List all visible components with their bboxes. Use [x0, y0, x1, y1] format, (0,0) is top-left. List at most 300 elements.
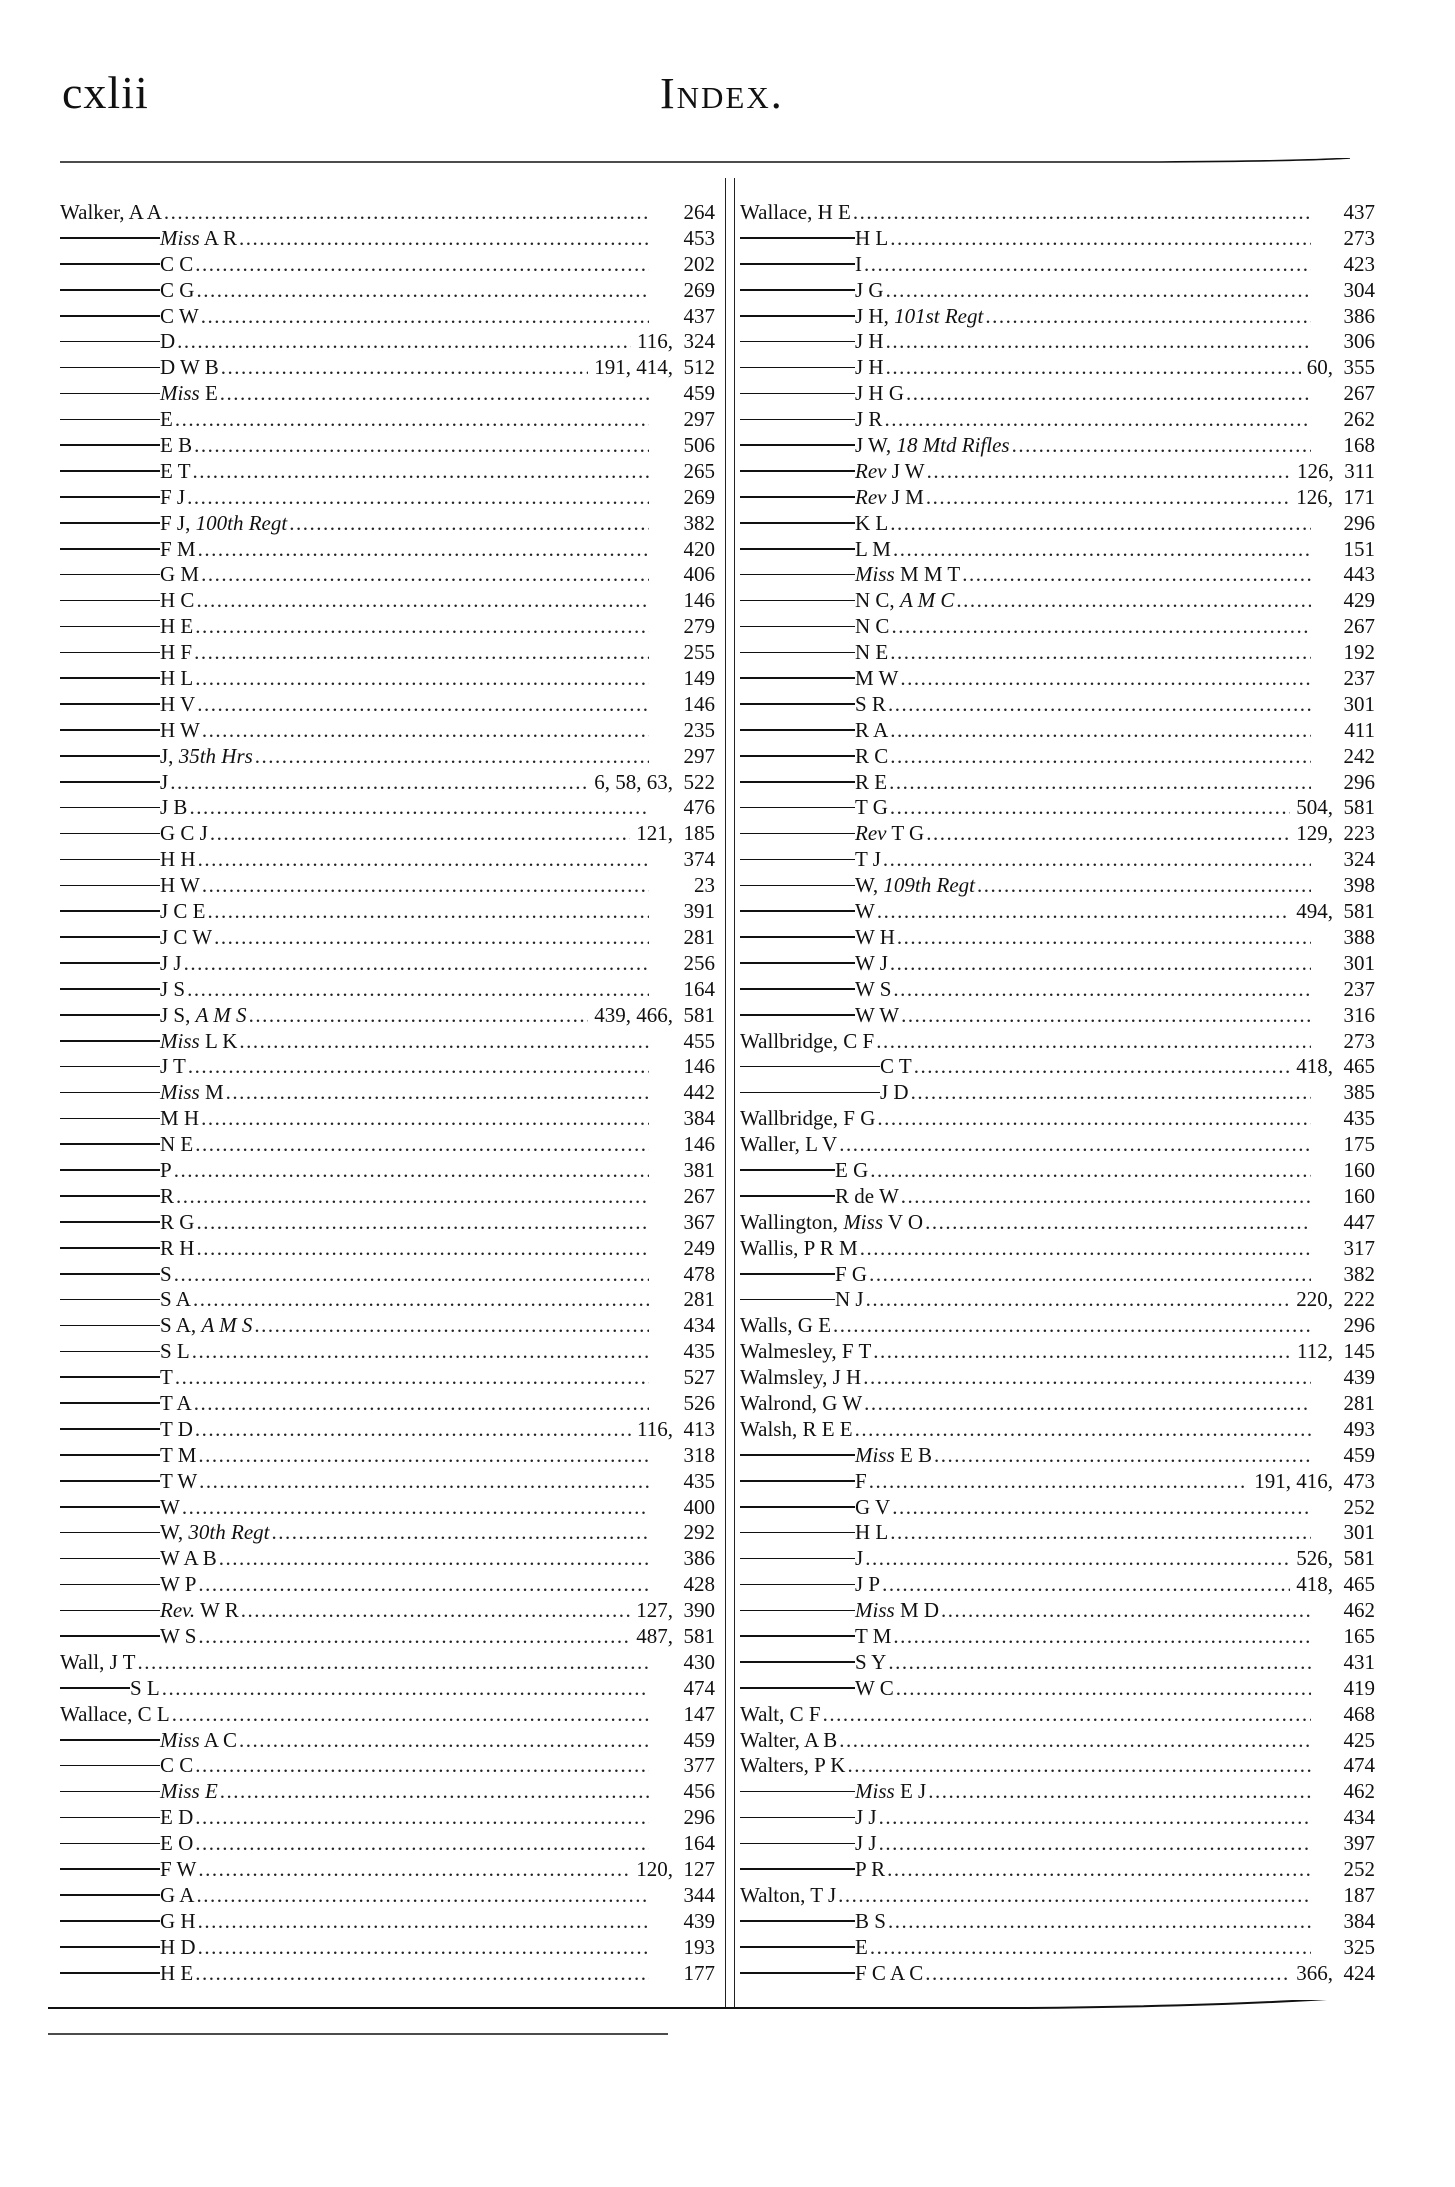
entry-name [160, 744, 253, 770]
entry-name [160, 1469, 197, 1495]
leader-dots [193, 614, 649, 640]
index-entry [60, 1650, 715, 1676]
leader-dots [174, 1184, 649, 1210]
page-references: 116, 324 [637, 329, 715, 354]
entry-name [160, 537, 196, 563]
index-entry [60, 1546, 715, 1572]
entry-text: F G [835, 1261, 868, 1286]
page-references: 429 [1343, 588, 1375, 613]
entry-title-prefix: Miss [160, 225, 200, 250]
continuation-dash [60, 755, 160, 757]
page-references: 120, 127 [636, 1857, 715, 1881]
entry-text: Walters, P K [740, 1753, 846, 1778]
entry-text: Walmsley, J H [740, 1365, 862, 1390]
entry-text: L M [855, 536, 891, 561]
index-entry [60, 847, 715, 873]
page-references: 297 [683, 743, 715, 768]
entry-name [835, 1184, 899, 1210]
entry-text: H H [160, 847, 196, 872]
index-entry [740, 1753, 1375, 1779]
leader-dots [193, 1417, 631, 1443]
leader-dots [224, 1080, 649, 1106]
leader-dots [200, 873, 649, 899]
leader-dots [894, 1676, 1311, 1702]
page-references: 428 [683, 1572, 715, 1597]
index-entry [740, 1287, 1375, 1313]
leader-dots [193, 252, 649, 278]
entry-text: W S [855, 976, 892, 1001]
top-rule [60, 158, 1350, 164]
entry-text: G C J [160, 821, 208, 846]
leader-dots [218, 381, 649, 407]
page-references: 269 [683, 277, 715, 302]
index-entry [740, 1831, 1375, 1857]
page-references: 425 [1343, 1727, 1375, 1752]
leader-dots [845, 1753, 1311, 1779]
leader-dots [983, 304, 1311, 330]
entry-name [160, 1262, 172, 1288]
page-references: 453 [683, 225, 715, 250]
page-references: 306 [1343, 329, 1375, 354]
entry-text: E [204, 1779, 218, 1804]
continuation-dash [740, 833, 855, 835]
entry-name [740, 1132, 837, 1158]
index-entry [60, 381, 715, 407]
index-entry [60, 304, 715, 330]
entry-text: R [160, 1183, 175, 1208]
index-entry [740, 511, 1375, 537]
entry-text: N C, [855, 588, 895, 613]
index-entry [740, 537, 1375, 563]
index-entry [60, 666, 715, 692]
entry-name [160, 1831, 193, 1857]
entry-text: N J [835, 1287, 864, 1312]
leader-dots [885, 1857, 1311, 1883]
page-references: 160 [1343, 1183, 1375, 1208]
entry-name [160, 821, 208, 847]
leader-dots [193, 666, 649, 692]
leader-dots [912, 1054, 1291, 1080]
page-references: 435 [683, 1468, 715, 1493]
page-references: 126, 311 [1297, 458, 1375, 483]
leader-dots [219, 355, 589, 381]
page-references: 434 [1343, 1805, 1375, 1830]
index-entry [60, 1391, 715, 1417]
entry-text: E [160, 407, 173, 432]
entry-text: J [160, 769, 169, 794]
leader-dots [895, 925, 1311, 951]
entry-text: Walmesley, F T [740, 1339, 872, 1364]
entry-name [160, 692, 195, 718]
leader-dots [237, 1029, 649, 1055]
page-references: 423 [1343, 251, 1375, 276]
entry-name [740, 1365, 861, 1391]
leader-dots [190, 1339, 649, 1365]
continuation-dash [60, 315, 160, 317]
continuation-dash [740, 910, 855, 912]
continuation-dash [740, 522, 855, 524]
page-references: 456 [683, 1779, 715, 1804]
leader-dots [831, 1313, 1311, 1339]
entry-name [160, 1339, 190, 1365]
entry-text: B S [855, 1908, 886, 1933]
entry-name [160, 407, 173, 433]
leader-dots [923, 1961, 1290, 1987]
index-entry [60, 1287, 715, 1313]
page-references: 439 [1343, 1365, 1375, 1390]
leader-dots [886, 1650, 1311, 1676]
leader-dots [196, 1624, 630, 1650]
index-entry [60, 1469, 715, 1495]
leader-dots [247, 1003, 589, 1029]
leader-dots [888, 795, 1290, 821]
continuation-dash [60, 1584, 160, 1586]
index-entry [740, 1883, 1375, 1909]
continuation-dash [740, 341, 855, 343]
page-references: 459 [1343, 1442, 1375, 1467]
page-references: 462 [1343, 1598, 1375, 1623]
continuation-dash [740, 988, 855, 990]
entry-name [855, 1779, 926, 1805]
page-references: 262 [1343, 407, 1375, 432]
entry-text: H E [160, 1960, 194, 1985]
continuation-dash [740, 1014, 855, 1016]
continuation-dash [60, 703, 160, 705]
entry-title-prefix: Miss [855, 1442, 895, 1467]
page-references: 237 [1343, 666, 1375, 691]
page-references: 382 [683, 510, 715, 535]
index-entry [60, 1935, 715, 1961]
entry-name [160, 718, 200, 744]
entry-text: J S, [160, 1002, 191, 1027]
entry-name [740, 1106, 875, 1132]
entry-unit: A M S [201, 1313, 253, 1338]
entry-text: C W [160, 303, 199, 328]
index-entry [740, 1003, 1375, 1029]
page-references: 366, 424 [1296, 1960, 1375, 1985]
entry-text: R C [855, 743, 889, 768]
leader-dots [886, 692, 1311, 718]
continuation-dash [60, 936, 160, 938]
leader-dots [192, 1391, 649, 1417]
leader-dots [162, 200, 649, 226]
continuation-dash [60, 807, 160, 809]
entry-text: E D [160, 1805, 194, 1830]
entry-text: W J [855, 950, 888, 975]
continuation-dash [60, 1273, 160, 1275]
entry-text: E [855, 1934, 868, 1959]
entry-text: J [855, 1546, 864, 1571]
page-references: 242 [1343, 743, 1375, 768]
continuation-dash [60, 1092, 160, 1094]
index-entry [740, 1857, 1375, 1883]
leader-dots [926, 1779, 1311, 1805]
index-entry [740, 1546, 1375, 1572]
leader-dots [192, 640, 649, 666]
page-references: 252 [1343, 1857, 1375, 1881]
entry-name [160, 1805, 193, 1831]
entry-name [855, 459, 925, 485]
leader-dots [891, 1624, 1311, 1650]
entry-name [160, 1210, 194, 1236]
entry-title-prefix: Miss [843, 1209, 883, 1234]
continuation-dash [60, 910, 160, 912]
index-entry [60, 588, 715, 614]
leader-dots [932, 1443, 1311, 1469]
leader-dots [180, 1495, 649, 1521]
index-entry [60, 1106, 715, 1132]
entry-name [160, 1624, 196, 1650]
entry-name [855, 1805, 877, 1831]
page-references: 435 [683, 1339, 715, 1364]
entry-name [835, 1262, 867, 1288]
entry-text: J D [880, 1080, 909, 1105]
entry-name [855, 718, 888, 744]
entry-text: J J [855, 1831, 877, 1856]
entry-text: H W [160, 717, 200, 742]
page-references: 165 [1343, 1623, 1375, 1648]
entry-text: Walls, G E [740, 1313, 832, 1338]
entry-name [160, 640, 192, 666]
continuation-dash [60, 781, 160, 783]
page-references: 462 [1343, 1779, 1375, 1804]
leader-dots [875, 1106, 1311, 1132]
entry-text: P R [855, 1857, 886, 1881]
continuation-dash [740, 1195, 835, 1197]
index-entry [60, 1753, 715, 1779]
page-references: 434 [683, 1313, 715, 1338]
page-references: 129, 223 [1296, 821, 1375, 846]
entry-name [855, 1572, 880, 1598]
entry-name [160, 1546, 217, 1572]
leader-dots [888, 511, 1311, 537]
page-references: 301 [1343, 1520, 1375, 1545]
leader-dots [199, 1106, 649, 1132]
entry-text: T G [891, 821, 925, 846]
entry-text: Wall, J T [60, 1649, 136, 1674]
index-column-right [740, 200, 1375, 1986]
entry-name [160, 329, 175, 355]
index-entry [740, 1728, 1375, 1754]
entry-name [160, 1728, 237, 1754]
entry-name [855, 1676, 894, 1702]
index-entry [740, 1935, 1375, 1961]
entry-name [855, 925, 895, 951]
index-entry [60, 1417, 715, 1443]
leader-dots [193, 1831, 649, 1857]
index-entry [740, 1495, 1375, 1521]
continuation-dash [740, 263, 855, 265]
continuation-dash [60, 367, 160, 369]
index-entry [60, 640, 715, 666]
continuation-dash [60, 289, 160, 291]
page-references: 420 [683, 536, 715, 561]
page-references: 439, 466, 581 [594, 1002, 715, 1027]
continuation-dash [60, 574, 160, 576]
index-entry [60, 1857, 715, 1883]
index-entry [60, 1572, 715, 1598]
continuation-dash [740, 574, 855, 576]
entry-title-prefix: Miss [160, 1028, 200, 1053]
entry-name [740, 1236, 858, 1262]
leader-dots [168, 770, 588, 796]
entry-name [835, 1158, 868, 1184]
index-entry [740, 304, 1375, 330]
entry-name [855, 795, 888, 821]
page-references: 187 [1343, 1882, 1375, 1907]
leader-dots [888, 744, 1311, 770]
page-references: 447 [1343, 1209, 1375, 1234]
entry-title-prefix: Miss [855, 562, 895, 587]
continuation-dash [60, 419, 160, 421]
leader-dots [194, 1236, 649, 1262]
entry-name [160, 847, 196, 873]
continuation-dash [60, 237, 160, 239]
entry-name [160, 1080, 224, 1106]
index-entry [740, 847, 1375, 873]
leader-dots [898, 666, 1311, 692]
leader-dots [863, 1546, 1290, 1572]
leader-dots [888, 951, 1311, 977]
continuation-dash [740, 1169, 835, 1171]
entry-text: S L [130, 1675, 160, 1700]
entry-name [855, 1495, 890, 1521]
index-entry [60, 1443, 715, 1469]
entry-name [740, 1391, 862, 1417]
index-entry [740, 692, 1375, 718]
entry-unit: 18 Mtd Rifles [896, 433, 1010, 458]
leader-dots [891, 977, 1311, 1003]
page-references: 316 [1343, 1002, 1375, 1027]
entry-unit: A M C [899, 588, 955, 613]
leader-dots [836, 1883, 1311, 1909]
page-references: 146 [683, 1054, 715, 1079]
continuation-dash [740, 936, 855, 938]
page-references: 431 [1343, 1649, 1375, 1674]
index-entry [60, 744, 715, 770]
page-references: 121, 185 [636, 821, 715, 846]
continuation-dash [60, 626, 160, 628]
entry-name [160, 252, 193, 278]
leader-dots [172, 1158, 649, 1184]
page-number: cxlii [62, 67, 149, 118]
entry-text: T G [855, 795, 888, 820]
index-column-left [60, 200, 715, 1986]
continuation-dash [60, 677, 160, 679]
entry-text: T D [160, 1416, 193, 1441]
continuation-dash [60, 522, 160, 524]
entry-unit: 30th Regt [188, 1520, 270, 1545]
entry-name [160, 1365, 173, 1391]
entry-text: W P [160, 1572, 197, 1597]
entry-title-prefix: Rev [855, 458, 887, 483]
index-entry [740, 614, 1375, 640]
continuation-dash [740, 626, 855, 628]
entry-title-prefix: Miss [160, 1779, 200, 1804]
entry-text: C C [160, 1753, 194, 1778]
leader-dots [890, 1495, 1311, 1521]
page-references: 304 [1343, 277, 1375, 302]
entry-name [160, 1313, 252, 1339]
page-references: 435 [1343, 1106, 1375, 1131]
entry-name [740, 200, 851, 226]
continuation-dash [60, 600, 160, 602]
entry-text: P [160, 1157, 172, 1182]
continuation-dash [60, 652, 160, 654]
continuation-dash [60, 496, 160, 498]
continuation-dash [60, 1014, 160, 1016]
entry-text: R G [160, 1209, 195, 1234]
index-entry [60, 1831, 715, 1857]
entry-name [880, 1054, 912, 1080]
entry-name [855, 433, 1010, 459]
index-entry [60, 1003, 715, 1029]
entry-text: H D [160, 1934, 196, 1959]
page-references: 478 [683, 1261, 715, 1286]
page-references: 468 [1343, 1701, 1375, 1726]
page-references: 126, 171 [1296, 484, 1375, 509]
continuation-dash [740, 652, 855, 654]
index-entry [60, 1313, 715, 1339]
continuation-dash [60, 1817, 160, 1819]
page-references: 267 [1343, 614, 1375, 639]
leader-dots [195, 692, 649, 718]
entry-text: H F [160, 640, 193, 665]
page-references: 526 [683, 1390, 715, 1415]
entry-title-prefix: Miss [855, 1598, 895, 1623]
leader-dots [185, 977, 649, 1003]
entry-text: W R [200, 1598, 239, 1623]
index-entry [60, 1495, 715, 1521]
page-references: 474 [1343, 1753, 1375, 1778]
continuation-dash [740, 1480, 855, 1482]
entry-title-prefix: Miss [160, 1727, 200, 1752]
index-entry [60, 1236, 715, 1262]
index-entry [60, 485, 715, 511]
entry-name [160, 666, 193, 692]
page-references: 273 [1343, 225, 1375, 250]
entry-text: N C [855, 614, 890, 639]
entry-text: F W [160, 1857, 197, 1881]
entry-text: Walrond, G W [740, 1390, 863, 1415]
page-references: 476 [683, 795, 715, 820]
index-entry [60, 200, 715, 226]
entry-text: J H [855, 355, 884, 380]
entry-name [60, 1650, 136, 1676]
leader-dots [888, 226, 1311, 252]
page-references: 191, 416, 473 [1254, 1468, 1375, 1493]
leader-dots [886, 1909, 1311, 1935]
continuation-dash [740, 1920, 855, 1922]
page-references: 202 [683, 251, 715, 276]
leader-dots [197, 1469, 649, 1495]
index-entry [740, 407, 1375, 433]
page-references: 116, 413 [637, 1416, 715, 1441]
index-entry [60, 537, 715, 563]
page-references: 164 [683, 1831, 715, 1856]
leader-dots [252, 1313, 649, 1339]
page-references: 385 [1343, 1080, 1375, 1105]
index-entry [60, 407, 715, 433]
leader-dots [194, 588, 649, 614]
entry-name [160, 278, 194, 304]
index-entry [60, 252, 715, 278]
entry-name [855, 744, 888, 770]
continuation-dash [740, 367, 855, 369]
index-entry [740, 226, 1375, 252]
page-references: 527 [683, 1365, 715, 1390]
entry-initials: V O [887, 1209, 924, 1234]
